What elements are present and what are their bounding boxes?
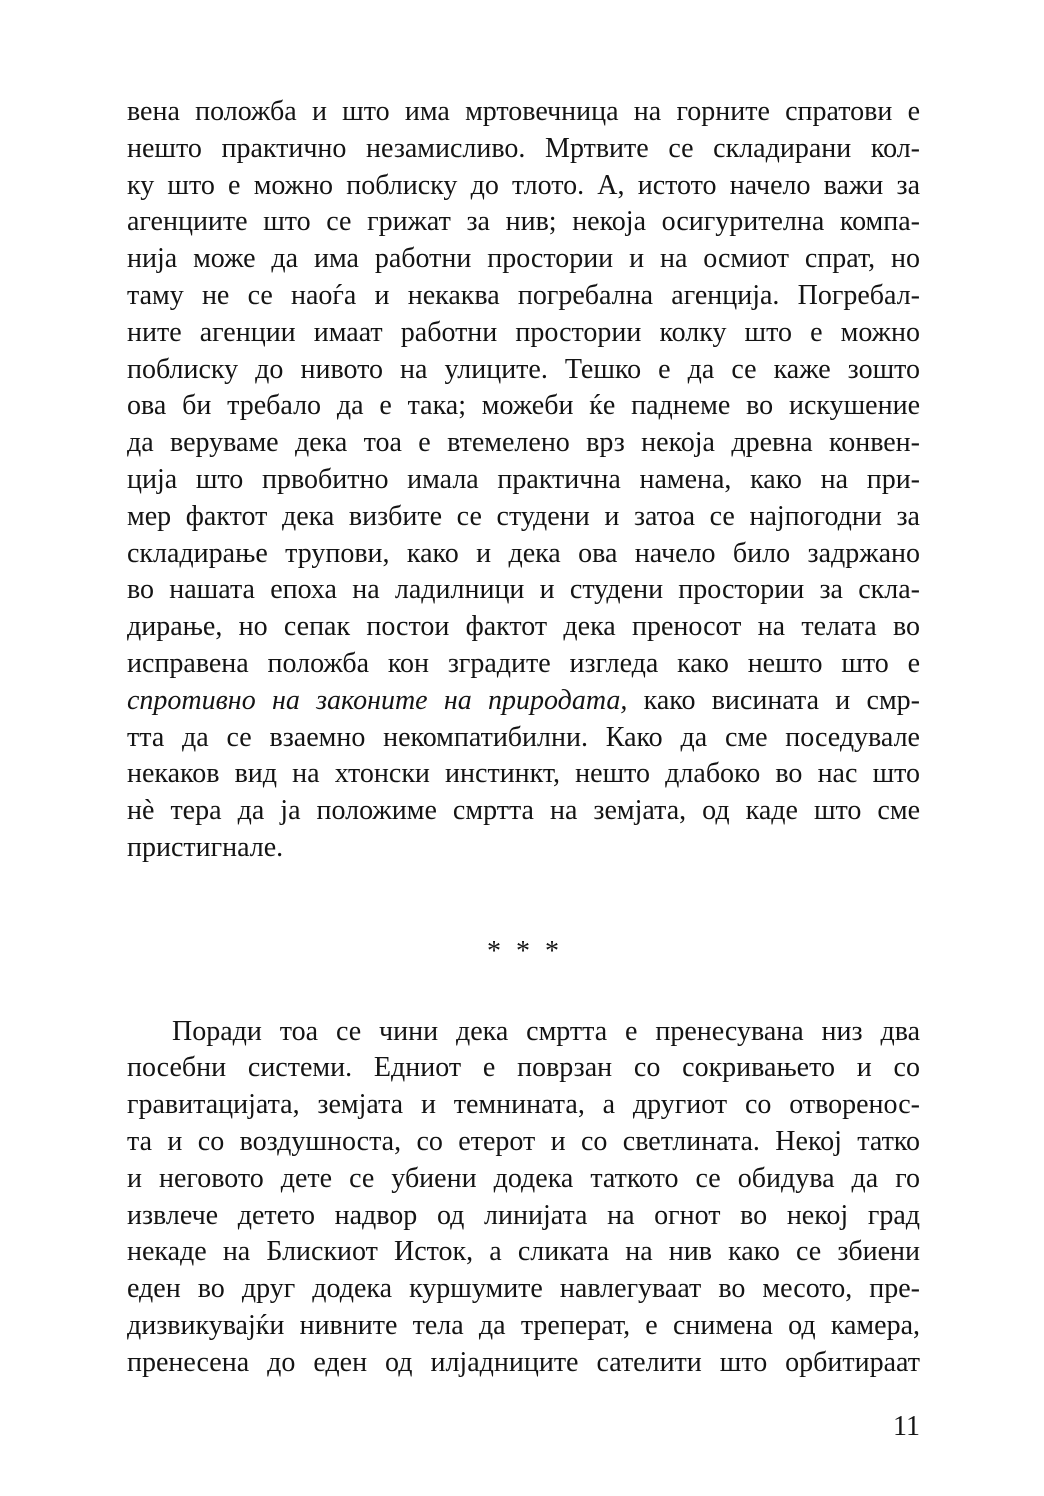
text-segment: посебни системи. Едниот е поврзан со сокривањето и со — [127, 1052, 920, 1084]
text-segment: складирање трупови, како и дека ова начело било задржано — [127, 537, 920, 569]
text-line — [127, 830, 920, 867]
text-line — [127, 1234, 920, 1271]
text-line — [127, 1345, 920, 1382]
text-line — [127, 1014, 920, 1051]
text-segment: ова би требало да е така; можеби ќе паднеме во искушение — [127, 390, 920, 422]
text-line — [127, 646, 920, 683]
paragraph-2-wrap — [127, 1014, 920, 1382]
text-segment: дизвикувајќи нивните тела да треперат, е снимена од камера, — [127, 1309, 920, 1341]
text-line — [127, 204, 920, 241]
text-line — [127, 278, 920, 315]
text-segment: нѐ тера да ја положиме смртта на земјата, од каде што сме — [127, 795, 920, 827]
text-line — [127, 315, 920, 352]
text-segment: Поради тоа се чини дека смртта е пренесувана низ два — [172, 1015, 920, 1047]
text-segment: нешто практично незамисливо. Мртвите се складирани кол- — [127, 132, 920, 164]
text-segment: пренесена до еден од илјадниците сателити што орбитираат — [127, 1346, 920, 1378]
text-line — [127, 168, 920, 205]
text-line — [127, 1271, 920, 1308]
text-segment: гравитацијата, земјата и темнината, а другиот со отворенос- — [127, 1089, 920, 1121]
text-segment: ција што првобитно имала практична намена, како на при- — [127, 463, 920, 495]
text-line — [127, 1198, 920, 1235]
text-segment: поблиску до нивото на улиците. Тешко е да се каже зошто — [127, 353, 920, 385]
text-segment: како висината и смр- — [627, 684, 920, 716]
text-segment: таму не се наоѓа и некаква погребална агенција. Погребал- — [127, 279, 920, 311]
text-line — [127, 572, 920, 609]
text-line — [127, 1124, 920, 1161]
text-segment: нија може да има работни простории и на осмиот спрат, но — [127, 243, 920, 275]
text-segment: ку што е можно поблиску до тлото. А, истото начело важи за — [127, 169, 920, 201]
text-line — [127, 425, 920, 462]
text-segment: извлече детето надвор од линијата на огнот во некој град — [127, 1199, 920, 1231]
text-line — [127, 683, 920, 720]
text-line — [127, 756, 920, 793]
text-line — [127, 131, 920, 168]
text-segment: некаков вид на хтонски инстинкт, нешто длабоко во нас што — [127, 758, 920, 790]
text-segment: дирање, но сепак постои фактот дека преносот на телата во — [127, 611, 920, 643]
page-number: 11 — [893, 1410, 920, 1442]
text-line — [127, 94, 920, 131]
text-line — [127, 609, 920, 646]
text-segment: исправена положба кон зградите изгледа како нешто што е — [127, 647, 920, 679]
section-separator: * * * — [487, 935, 560, 967]
text-segment: ните агенции имаат работни простории колку што е можно — [127, 316, 920, 348]
text-segment: и неговото дете се убиени додека таткото се обидува да го — [127, 1162, 920, 1194]
text-line — [127, 241, 920, 278]
text-segment: мер фактот дека визбите се студени и затоа се најпогодни за — [127, 500, 920, 532]
italic-text-segment: спротивно на законите на природата, — [127, 684, 628, 716]
text-line — [127, 499, 920, 536]
text-segment: пристигнале. — [127, 831, 284, 863]
text-segment: тта да се взаемно некомпатибилни. Како да сме поседувале — [127, 721, 920, 753]
text-line — [127, 388, 920, 425]
text-line — [127, 1308, 920, 1345]
text-segment: вена положба и што има мртовечница на горните спратови е — [127, 96, 920, 127]
text-segment: агенциите што се грижат за нив; некоја осигурителна компа- — [127, 206, 920, 238]
paragraph-2 — [127, 1014, 920, 1382]
text-line — [127, 352, 920, 389]
text-segment: некаде на Блискиот Исток, а сликата на нив како се збиени — [127, 1236, 920, 1268]
text-line — [127, 720, 920, 757]
text-segment: во нашата епоха на ладилници и студени простории за скла- — [127, 574, 920, 606]
text-segment: та и со воздушноста, со етерот и со светлината. Некој татко — [127, 1125, 920, 1157]
text-line — [127, 1050, 920, 1087]
text-line — [127, 793, 920, 830]
text-line — [127, 1087, 920, 1124]
text-line — [127, 536, 920, 573]
text-segment: да веруваме дека тоа е втемелено врз некоја древна конвен- — [127, 427, 920, 459]
text-segment: еден во друг додека куршумите навлегуваат во месото, пре- — [127, 1273, 920, 1305]
text-block — [127, 94, 920, 1445]
text-line — [127, 1161, 920, 1198]
text-line — [127, 462, 920, 499]
paragraph-1 — [127, 94, 920, 867]
